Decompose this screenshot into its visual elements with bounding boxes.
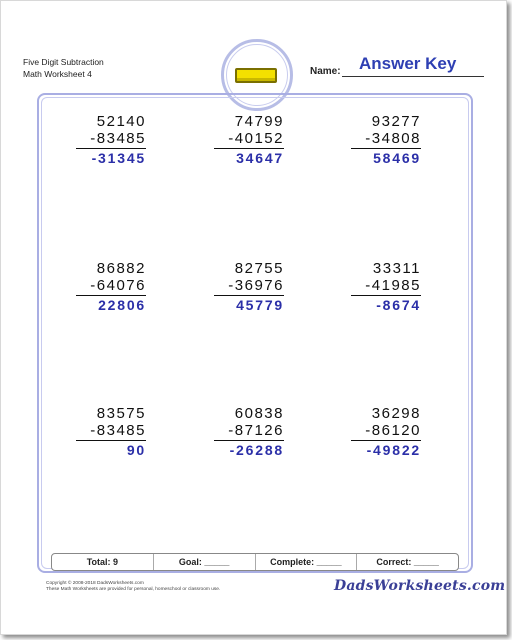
problem-6 <box>351 260 421 314</box>
minuend: 86882 <box>96 260 146 277</box>
copyright-line-2: These Math Worksheets are provided for personal, homeschool or classroom use. <box>46 587 221 592</box>
subtrahend: -34808 <box>351 130 421 149</box>
dadsworksheets-logo[interactable]: DadsWorksheets.com <box>334 578 506 594</box>
title-line-2: Math Worksheet 4 <box>23 69 92 79</box>
subtrahend: -41985 <box>351 277 421 296</box>
minuend: 36298 <box>371 405 421 422</box>
minuend: 52140 <box>96 113 146 130</box>
name-label: Name: <box>310 66 341 77</box>
problem-5 <box>214 260 284 314</box>
minuend: 33311 <box>372 260 421 277</box>
minuend: 60838 <box>234 405 284 422</box>
subtrahend: -36976 <box>214 277 284 296</box>
problem-4 <box>76 260 146 314</box>
copyright-line-1: Copyright © 2008-2018 DadsWorksheets.com <box>46 581 144 586</box>
answer: 58469 <box>373 150 421 166</box>
problem-7 <box>76 405 146 459</box>
answer: -26288 <box>229 442 284 458</box>
problem-9 <box>351 405 421 459</box>
problem-2 <box>214 113 284 167</box>
answer-key-title: Answer Key <box>359 54 457 73</box>
problems-frame-inner <box>41 97 469 569</box>
minuend: 82755 <box>234 260 284 277</box>
subtrahend: -64076 <box>76 277 146 296</box>
answer: -31345 <box>91 150 146 166</box>
subtrahend: -40152 <box>214 130 284 149</box>
minuend: 83575 <box>96 405 146 422</box>
subtrahend: -87126 <box>214 422 284 441</box>
worksheet-title <box>23 56 104 80</box>
answer: 22806 <box>98 297 146 313</box>
subtrahend: -86120 <box>351 422 421 441</box>
goal-cell: Goal: _____ <box>154 554 256 570</box>
answer: -49822 <box>366 442 421 458</box>
total-cell: Total: 9 <box>52 554 154 570</box>
score-footer <box>51 553 459 571</box>
minuend: 93277 <box>371 113 421 130</box>
complete-cell: Complete: _____ <box>256 554 358 570</box>
subtrahend: -83485 <box>76 130 146 149</box>
answer: 34647 <box>236 150 284 166</box>
name-line <box>342 76 484 77</box>
correct-cell: Correct: _____ <box>376 557 439 567</box>
answer: 45779 <box>236 297 284 313</box>
answer: 90 <box>126 442 146 458</box>
minuend: 74799 <box>234 113 284 130</box>
title-line-1: Five Digit Subtraction <box>23 57 104 67</box>
answer: -8674 <box>376 297 421 313</box>
problem-3 <box>351 113 421 167</box>
problem-8 <box>214 405 284 459</box>
copyright <box>46 581 220 593</box>
problem-1 <box>76 113 146 167</box>
yellow-bar-icon <box>235 68 277 83</box>
subtrahend: -83485 <box>76 422 146 441</box>
